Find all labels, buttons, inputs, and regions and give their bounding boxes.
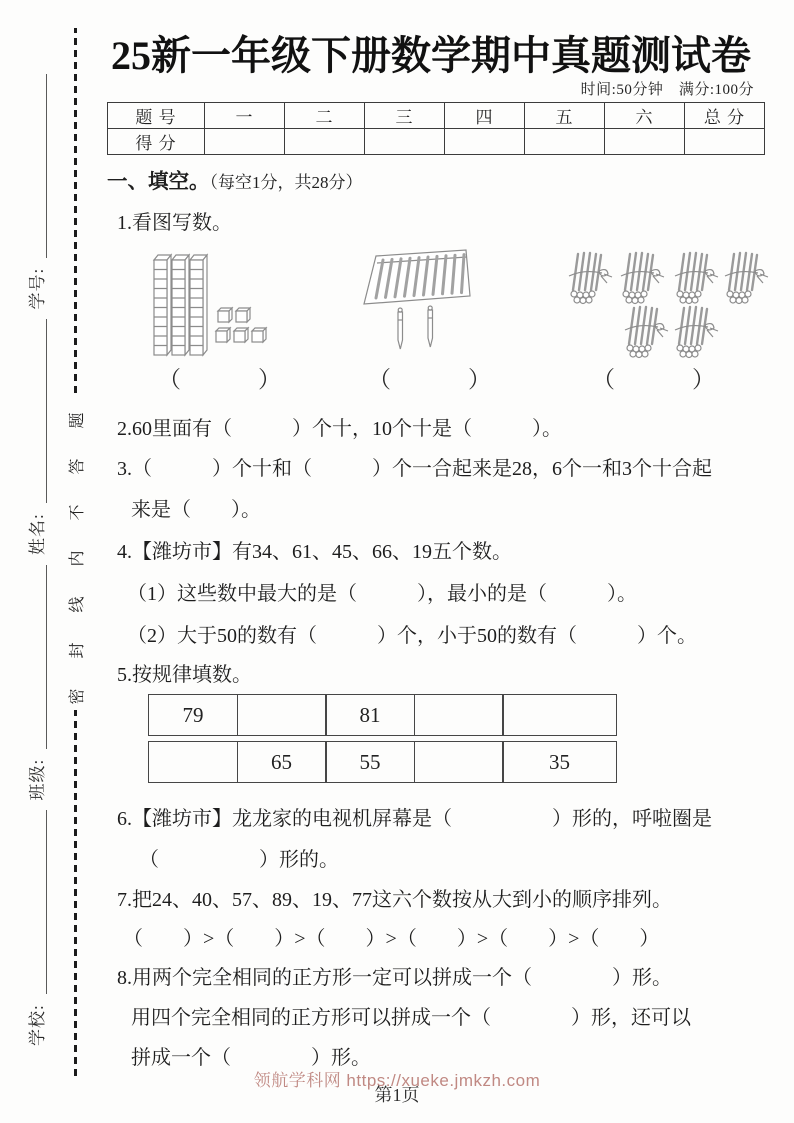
- question-8-line-2: 用四个完全相同的正方形可以拼成一个（ ）形，还可以: [131, 1007, 691, 1029]
- school-write-line: [22, 811, 47, 995]
- score-col-1: 一: [205, 103, 285, 129]
- seal-line-text: 密 封 线 内 不 答 题: [68, 399, 86, 705]
- pattern-cell: 79: [148, 694, 238, 736]
- score-cell: [365, 129, 445, 155]
- question-4-intro: 4.【潍坊市】有34、61、45、66、19五个数。: [117, 541, 512, 563]
- pattern-cell-blank: [502, 694, 617, 736]
- question-8-line-1: 8.用两个完全相同的正方形一定可以拼成一个（ ）形。: [117, 967, 672, 989]
- q1-answer-blank-3: （ ）: [592, 367, 717, 392]
- class-write-line: [22, 565, 47, 749]
- time-score-note: 时间:50分钟 满分:100分: [580, 82, 754, 98]
- question-7-line-1: 7.把24、40、57、89、19、77这六个数按从大到小的顺序排列。: [117, 889, 672, 911]
- field-label-school: 学校:: [28, 1004, 47, 1046]
- question-6-line-2: （ ）形的。: [139, 849, 339, 871]
- score-col-5: 五: [525, 103, 605, 129]
- score-table-corner-label: 题 号: [108, 103, 205, 129]
- score-cell: [525, 129, 605, 155]
- pen-box-image: [356, 248, 474, 363]
- pattern-cell: 81: [325, 694, 415, 736]
- score-cell: [685, 129, 765, 155]
- loose-pen-icon: [398, 308, 403, 349]
- section-heading-text: 一、填空。: [107, 171, 210, 193]
- sidebar-student-fields: [22, 64, 54, 1046]
- score-table-score-row: [108, 129, 765, 155]
- score-cell: [205, 129, 285, 155]
- question-5-label: 5.按规律填数。: [117, 664, 252, 686]
- question-6-line-1: 6.【潍坊市】龙龙家的电视机屏幕是（ ）形的，呼啦圈是: [117, 808, 712, 830]
- student-number-write-line: [22, 74, 47, 258]
- score-table-header-row: [108, 103, 765, 129]
- seal-line: [64, 28, 86, 1076]
- score-table: [107, 102, 765, 155]
- score-cell: [605, 129, 685, 155]
- pattern-cell-blank: [237, 694, 327, 736]
- score-cell: [285, 129, 365, 155]
- question-2: 2.60里面有（ ）个十，10个十是（ ）。: [117, 418, 562, 440]
- site-watermark: 领航学科网 https://xueke.jmkzh.com: [253, 1071, 541, 1090]
- question-1-label: 1.看图写数。: [117, 212, 232, 234]
- field-label-class: 班级:: [28, 758, 47, 801]
- loose-pen-icon: [428, 306, 433, 347]
- section-heading-note: （每空1分，共28分）: [209, 173, 363, 192]
- pattern-cell-blank: [414, 741, 504, 783]
- question-8-line-3: 拼成一个（ ）形。: [131, 1047, 371, 1069]
- question-4-part-1: （1）这些数中最大的是（ ），最小的是（ ）。: [127, 583, 637, 605]
- score-cell: [445, 129, 525, 155]
- pattern-cell: 55: [325, 741, 415, 783]
- score-col-4: 四: [445, 103, 525, 129]
- score-col-2: 二: [285, 103, 365, 129]
- pattern-table-row-2: [148, 741, 617, 783]
- q1-answer-blank-2: （ ）: [368, 367, 493, 392]
- question-7-ordering-blanks: （ ）>（ ）>（ ）>（ ）>（ ）>（ ）: [123, 928, 660, 950]
- seal-dash-segment: [74, 711, 77, 1077]
- name-write-line: [22, 320, 47, 504]
- page-title: 25新一年级下册数学期中真题测试卷: [111, 33, 751, 78]
- pattern-cell: 35: [502, 741, 617, 783]
- question-3-line-1: 3.（ ）个十和（ ）个一合起来是28，6个一和3个十合起: [117, 458, 712, 480]
- question-4-part-2: （2）大于50的数有（ ）个，小于50的数有（ ）个。: [127, 625, 697, 647]
- q1-answer-blank-1: （ ）: [158, 367, 283, 392]
- question-3-line-2: 来是（ ）。: [131, 499, 261, 521]
- section-one-heading: [107, 164, 363, 194]
- pattern-cell: 65: [237, 741, 327, 783]
- stick-bundles-image: [558, 250, 774, 365]
- pattern-table-row-1: [148, 694, 617, 736]
- pattern-cell-blank: [414, 694, 504, 736]
- score-col-total: 总 分: [685, 103, 765, 129]
- score-row-label: 得 分: [108, 129, 205, 155]
- score-col-3: 三: [365, 103, 445, 129]
- field-label-student-number: 学号:: [28, 267, 47, 310]
- base-ten-blocks-image: [146, 250, 274, 362]
- field-label-name: 姓名:: [28, 513, 47, 555]
- seal-dash-segment: [74, 28, 77, 394]
- pattern-cell-blank: [148, 741, 238, 783]
- page-number: 第1页: [374, 1085, 420, 1105]
- score-col-6: 六: [605, 103, 685, 129]
